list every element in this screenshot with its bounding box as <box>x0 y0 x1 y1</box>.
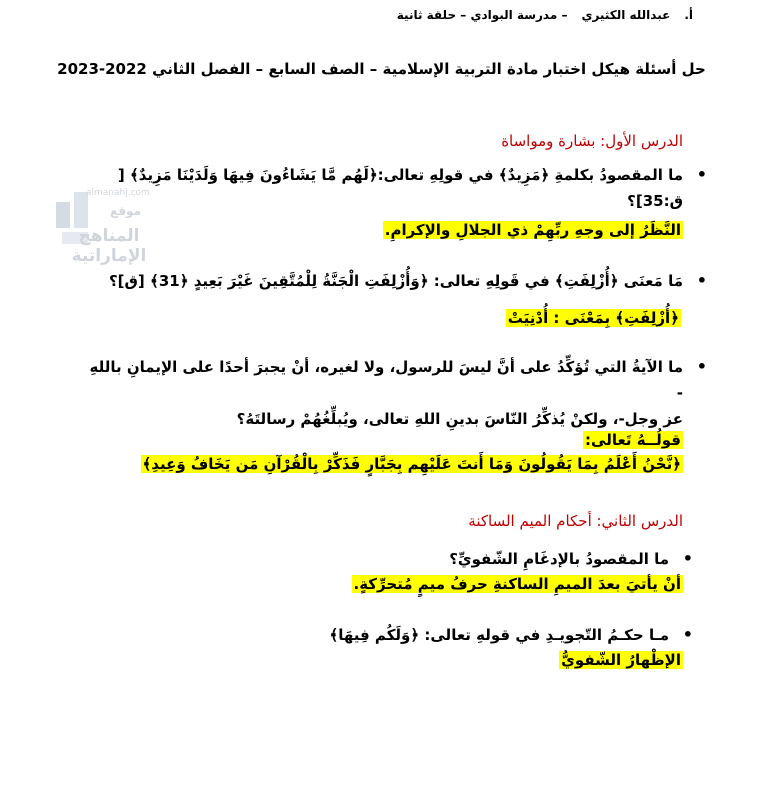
watermark-url: almanahj.com <box>86 188 150 198</box>
lesson1-question1 <box>83 162 707 214</box>
question-line: مَا مَعنَى ﴿أُزْلِفَتِ﴾ في قَولِهِ تعالى: ﴿وَأُزْلِفَتِ الْجَنَّةُ لِلْمُتَّقِينَ غَيْرَ بَعِيدٍ ﴿31﴾ [ق]؟ <box>108 272 683 290</box>
header-prefix: أ. <box>684 8 693 22</box>
bullet: • <box>682 549 693 568</box>
question-line: ما المقصودُ بكلمةِ ﴿مَزِيدٌ﴾ في قولِهِ تعالى:﴿لَهُم مَّا يَشَاءُونَ فِيهَا وَلَدَيْنَا مَزِيدٌ﴾ [ <box>117 166 683 184</box>
watermark-line1: موقع <box>110 204 142 218</box>
bullet: • <box>696 165 707 184</box>
bullet: • <box>696 271 707 290</box>
question-line: مـا حكـمُ التّجويـدِ في قولهِ تعالى: ﴿وَلَكُم فِيهَا﴾ <box>329 626 669 644</box>
header-line <box>397 8 693 22</box>
header-school: – مدرسة البوادي – حلقة ثانية <box>396 8 568 22</box>
bullet: • <box>682 625 693 644</box>
lesson2-answer2 <box>559 648 683 672</box>
lesson2-question2 <box>69 622 693 648</box>
answer-highlight: ﴿نَّحْنُ أَعْلَمُ بِمَا يَقُولُونَ وَمَا أَنتَ عَلَيْهِم بِجَبَّارٍ فَذَكِّرْ بِالْقُرْآنِ مَن يَخَافُ وَعِيدِ﴾ <box>142 455 681 473</box>
document-title: حل أسئلة هيكل اختبار مادة التربية الإسلامية – الصف السابع – الفصل الثاني 2022-2023 <box>57 60 706 78</box>
question-line: ما الآيةُ التي تُؤكِّدُ على أنَّ ليسَ للرسول، ولا لغيره، أنْ يجبرَ أحدًا على الإيمانِ باللهِ - <box>89 358 683 402</box>
answer-highlight: النَّظَرُ إلى وجهِ ربِّهِمْ ذي الجلالِ والإكرامِ. <box>384 221 681 239</box>
lesson2-title: الدرس الثاني: أحكام الميم الساكنة <box>468 512 683 530</box>
question-line: عز وجل-، ولكنْ يُذكِّرُ النّاسَ بدينِ اللهِ تعالى، ويُبلِّغُهُمْ رسالتَهُ؟ <box>236 410 683 428</box>
question-line: ق:35]؟ <box>627 192 683 210</box>
lesson1-answer1 <box>383 218 683 242</box>
lesson1-title: الدرس الأول: بشارة ومواساة <box>501 132 683 150</box>
answer-highlight: ﴿أُزْلِفَتِ﴾ بِمَعْنَى : أُدْنِيَتْ <box>507 309 679 327</box>
lesson1-question3 <box>83 354 707 432</box>
answer-highlight: الإظْهارُ الشّفويُّ <box>561 651 681 669</box>
lesson2-answer1 <box>352 572 683 596</box>
answer-highlight: أنْ يأتيَ بعدَ الميمِ الساكنةِ حرفُ ميمٍ مُتحرِّكةٍ. <box>353 575 681 593</box>
lesson1-question2 <box>83 268 707 294</box>
lesson1-answer2 <box>506 306 681 330</box>
header-teacher: عبدالله الكثيري <box>581 8 671 22</box>
watermark-line2: المناهج الإماراتية <box>71 226 147 266</box>
lesson1-answer3 <box>141 428 684 476</box>
lesson2-question1 <box>69 546 693 572</box>
bullet: • <box>696 357 707 376</box>
answer-label: قولُــهُ تَعالى: <box>585 431 681 449</box>
question-line: ما المقصودُ بالإدغَامِ الشّفويِّ؟ <box>449 550 669 568</box>
